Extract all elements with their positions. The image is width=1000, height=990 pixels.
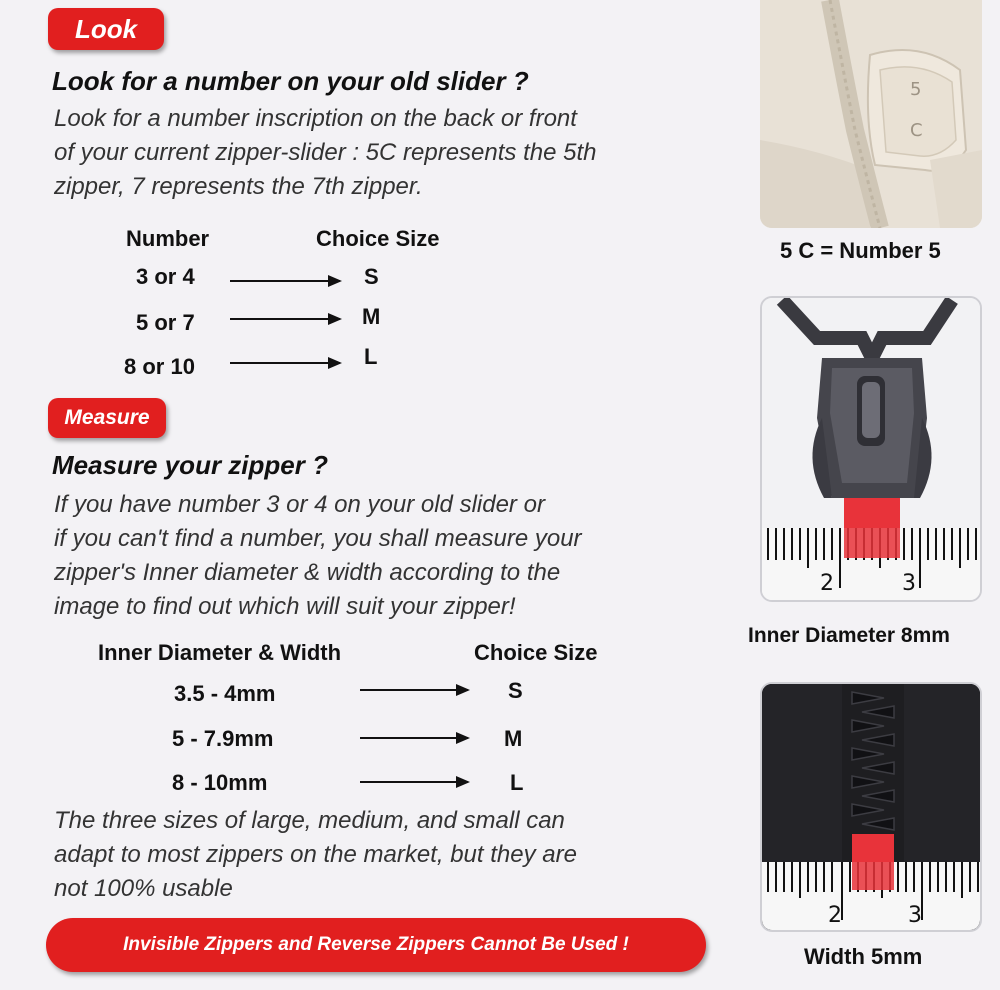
look-row-value: 8 or 10: [124, 354, 195, 379]
arrow-icon: [360, 689, 468, 691]
slider-marking-bottom: C: [910, 120, 923, 141]
look-row-value: 3 or 4: [136, 264, 195, 289]
look-title: Look for a number on your old slider ?: [52, 66, 529, 96]
slider-marking-photo: [760, 0, 982, 228]
measure-paragraph-line: zipper's Inner diameter & width according to the: [54, 559, 561, 586]
look-row-size: L: [364, 344, 378, 369]
arrow-icon: [230, 280, 340, 282]
zipper-teeth-illustration: [762, 684, 982, 932]
look-row-size: S: [364, 264, 379, 289]
look-row-value: 5 or 7: [136, 310, 195, 335]
measure-note-line: not 100% usable: [54, 875, 233, 902]
photo1-caption: 5 C = Number 5: [780, 238, 941, 263]
measure-paragraph-line: if you can't find a number, you shall measure your: [54, 525, 582, 552]
measure-row-value: 8 - 10mm: [172, 770, 268, 795]
measure-note: [54, 804, 577, 906]
measure-row-size: L: [510, 770, 524, 795]
metal-slider-illustration: [762, 298, 982, 602]
look-badge: [48, 8, 164, 50]
measure-row-value: 3.5 - 4mm: [174, 681, 276, 706]
look-table-header-size: Choice Size: [316, 226, 440, 251]
measure-badge: [48, 398, 166, 438]
look-row-size: M: [362, 304, 381, 329]
measure-note-line: The three sizes of large, medium, and small can: [54, 807, 565, 834]
measure-paragraph-line: If you have number 3 or 4 on your old slider or: [54, 491, 545, 518]
look-paragraph-line: zipper, 7 represents the 7th zipper.: [54, 173, 423, 200]
photo3-caption: Width 5mm: [804, 944, 923, 969]
measure-table-header-diameter: Inner Diameter & Width: [98, 640, 342, 665]
look-paragraph-line: Look for a number inscription on the back or front: [54, 105, 577, 132]
ruler-label: 3: [908, 903, 922, 928]
arrow-icon: [230, 318, 340, 320]
arrow-icon: [360, 737, 468, 739]
ruler-label: 2: [828, 903, 842, 928]
inner-diameter-photo: [760, 296, 982, 602]
warning-banner: [46, 918, 706, 972]
measure-badge-label: Measure: [64, 406, 150, 429]
ruler-label: 3: [902, 571, 916, 596]
arrow-icon: [360, 781, 468, 783]
arrow-icon: [230, 362, 340, 364]
measure-paragraph-line: image to find out which will suit your zipper!: [54, 593, 516, 620]
measure-note-line: adapt to most zippers on the market, but they are: [54, 841, 577, 868]
measure-row-value: 5 - 7.9mm: [172, 726, 274, 751]
ruler-label: 2: [820, 571, 834, 596]
width-photo: [760, 682, 982, 932]
look-table-header-number: Number: [126, 226, 210, 251]
look-badge-label: Look: [74, 13, 138, 44]
measure-row-size: S: [508, 678, 523, 703]
slider-marking-top: 5: [910, 79, 922, 100]
look-paragraph: [54, 102, 596, 204]
slider-marking-illustration: [760, 0, 982, 228]
measure-title: Measure your zipper ?: [52, 450, 328, 480]
look-paragraph-line: of your current zipper-slider : 5C represents the 5th: [54, 139, 597, 166]
measure-row-size: M: [504, 726, 523, 751]
measure-paragraph: [54, 488, 582, 624]
warning-banner-text: Invisible Zippers and Reverse Zippers Cannot Be Used !: [123, 934, 629, 955]
photo2-caption: Inner Diameter 8mm: [748, 624, 950, 647]
measure-table-header-size: Choice Size: [474, 640, 598, 665]
